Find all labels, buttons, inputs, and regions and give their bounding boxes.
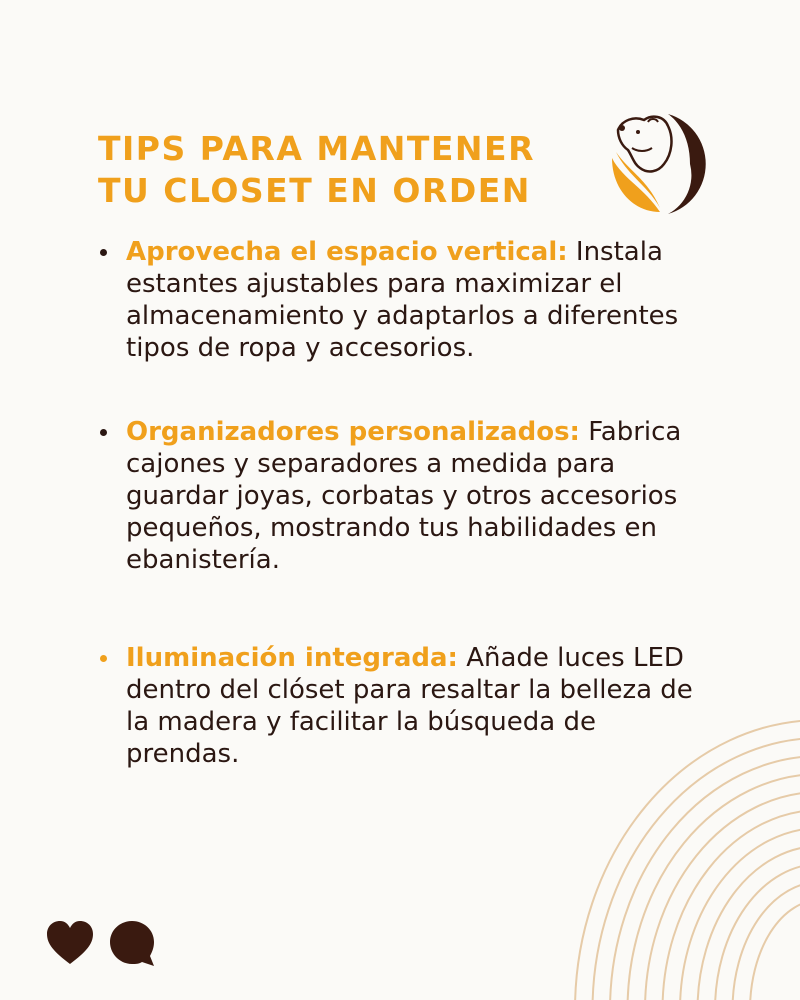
bullet-icon <box>100 429 107 436</box>
tip-item <box>100 236 700 364</box>
tip-body: Instala estantes ajustables para maximizar el almacenamiento y adaptarlos a diferentes tipos de ropa y accesorios. <box>126 237 679 363</box>
ring-line <box>610 756 800 1000</box>
ring-line <box>715 864 800 1000</box>
tip-body: Añade luces LED dentro del clóset para resaltar la belleza de la madera y facilitar la búsqueda de prendas. <box>126 643 693 769</box>
page-title <box>98 128 535 212</box>
ring-line <box>750 900 800 1000</box>
bullet-icon <box>100 655 107 662</box>
bear-logo-icon <box>608 108 720 218</box>
tip-heading: Aprovecha el espacio vertical: <box>126 237 568 267</box>
ring-line <box>680 828 800 1000</box>
tip-item <box>100 416 700 576</box>
tip-heading: Iluminación integrada: <box>126 643 458 673</box>
tip-body: Fabrica cajones y separadores a medida para guardar joyas, corbatas y otros accesorios pequeños, mostrando tus habilidades en ebanistería. <box>126 417 682 575</box>
ring-line <box>628 774 800 1000</box>
tips-list <box>100 236 700 770</box>
ring-line <box>645 792 800 1000</box>
title-line-1: TIPS PARA MANTENER <box>98 129 535 168</box>
heart-icon[interactable] <box>44 918 96 970</box>
ring-line <box>593 738 800 1000</box>
title-line-2: TU CLOSET EN ORDEN <box>98 171 531 210</box>
ring-line <box>698 846 800 1000</box>
ring-line <box>663 810 800 1000</box>
ring-line <box>733 882 800 1000</box>
bullet-icon <box>100 249 107 256</box>
action-bar <box>44 918 158 970</box>
comment-icon[interactable] <box>106 918 158 970</box>
tip-heading: Organizadores personalizados: <box>126 417 580 447</box>
tip-item <box>100 642 700 770</box>
